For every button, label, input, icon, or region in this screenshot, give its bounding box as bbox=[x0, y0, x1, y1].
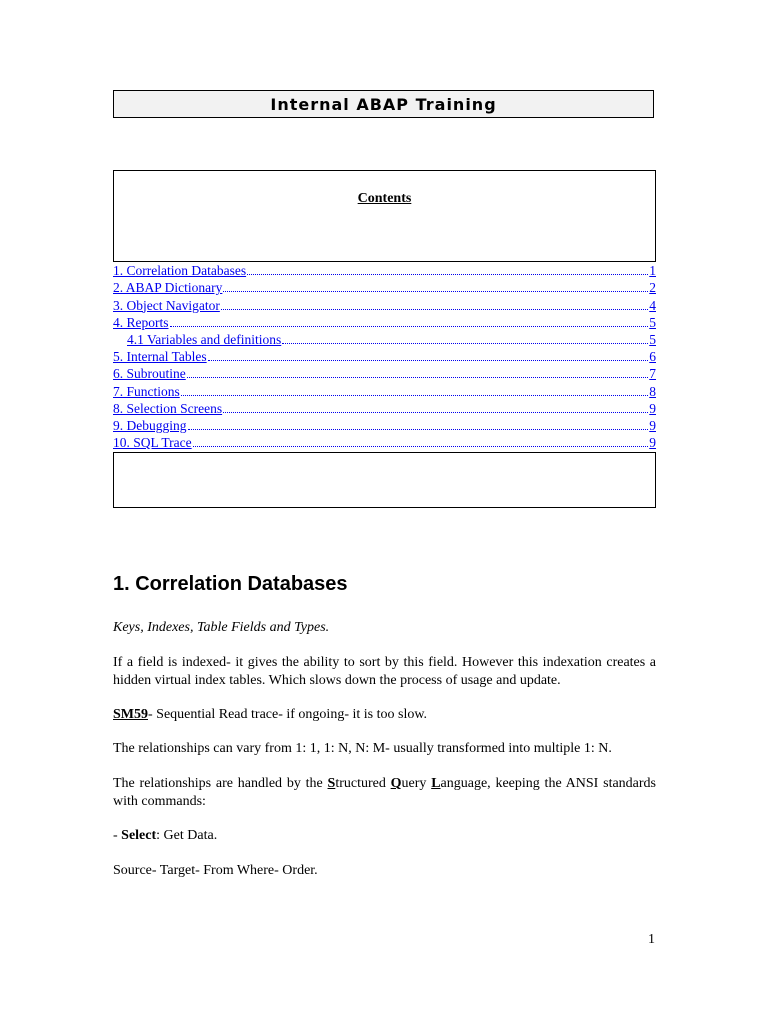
select-rest: : Get Data. bbox=[156, 828, 218, 843]
sql-intro: The relationships are handled by the bbox=[113, 776, 328, 791]
toc-leader-dots bbox=[282, 343, 648, 344]
toc-entry-label[interactable]: 1. Correlation Databases bbox=[113, 263, 247, 279]
contents-heading: Contents bbox=[357, 191, 412, 206]
select-keyword: Select bbox=[121, 828, 157, 843]
toc-entry[interactable] bbox=[113, 331, 656, 348]
section-subtitle: Keys, Indexes, Table Fields and Types. bbox=[113, 620, 330, 635]
toc-leader-dots bbox=[193, 446, 649, 447]
toc-entry[interactable] bbox=[113, 382, 656, 399]
select-prefix: - bbox=[113, 828, 122, 843]
sql-letter-l: L bbox=[431, 776, 441, 791]
paragraph-select bbox=[113, 827, 656, 845]
toc-entry[interactable] bbox=[113, 296, 656, 313]
toc-entry-page[interactable]: 5 bbox=[649, 331, 656, 347]
sm59-code: SM59 bbox=[113, 707, 148, 722]
toc-leader-dots bbox=[188, 429, 649, 430]
toc-entry[interactable] bbox=[113, 348, 656, 365]
document-title: Internal ABAP Training bbox=[270, 94, 497, 114]
toc-entry[interactable] bbox=[113, 314, 656, 331]
toc-entry-label[interactable]: 6. Subroutine bbox=[113, 366, 186, 382]
toc-leader-dots bbox=[187, 377, 649, 378]
toc-entry-page[interactable]: 1 bbox=[649, 263, 656, 279]
toc-entry-label[interactable]: 5. Internal Tables bbox=[113, 349, 207, 365]
toc-entry-page[interactable]: 6 bbox=[649, 349, 656, 365]
paragraph-sql bbox=[113, 775, 656, 811]
toc-entry-label[interactable]: 4.1 Variables and definitions bbox=[127, 331, 282, 347]
contents-box bbox=[113, 170, 656, 262]
toc-entry-label[interactable]: 2. ABAP Dictionary bbox=[113, 280, 223, 296]
toc-entry-page[interactable]: 8 bbox=[649, 383, 656, 399]
sql-letter-q: Q bbox=[390, 776, 402, 791]
sql-l-rest: anguage, keeping the ANSI standards with commands: bbox=[113, 776, 656, 809]
toc-entry-page[interactable]: 4 bbox=[649, 297, 656, 313]
sql-s-rest: tructured bbox=[335, 776, 391, 791]
toc-entry-page[interactable]: 7 bbox=[649, 366, 656, 382]
toc-entry-label[interactable]: 3. Object Navigator bbox=[113, 297, 220, 313]
toc-entry[interactable] bbox=[113, 400, 656, 417]
paragraph-relationships: The relationships can vary from 1: 1, 1: N, N: M- usually transformed into multiple 1: N. bbox=[113, 741, 612, 756]
toc-entry-page[interactable]: 2 bbox=[649, 280, 656, 296]
toc-leader-dots bbox=[221, 309, 648, 310]
toc-entry-page[interactable]: 9 bbox=[649, 417, 656, 433]
page-number: 1 bbox=[648, 932, 655, 947]
sm59-text: - Sequential Read trace- if ongoing- it is too slow. bbox=[148, 707, 428, 722]
toc-entry[interactable] bbox=[113, 434, 656, 451]
toc-leader-dots bbox=[247, 274, 648, 275]
toc-entry-label[interactable]: 4. Reports bbox=[113, 314, 169, 330]
toc-entry[interactable] bbox=[113, 262, 656, 279]
toc-end-box bbox=[113, 452, 656, 508]
toc-entry[interactable] bbox=[113, 279, 656, 296]
toc-entry-label[interactable]: 8. Selection Screens bbox=[113, 400, 223, 416]
toc-entry-label[interactable]: 9. Debugging bbox=[113, 417, 187, 433]
toc-entry-label[interactable]: 10. SQL Trace bbox=[113, 435, 192, 451]
paragraph-indexing: If a field is indexed- it gives the ability to sort by this field. However this indexation creates a hidden virtual index tables. Which slows down the process of usage and update. bbox=[113, 655, 656, 688]
toc-leader-dots bbox=[223, 412, 648, 413]
table-of-contents bbox=[113, 262, 656, 451]
paragraph-sm59 bbox=[113, 706, 656, 724]
toc-entry-page[interactable]: 9 bbox=[649, 400, 656, 416]
toc-leader-dots bbox=[170, 326, 649, 327]
toc-leader-dots bbox=[181, 395, 648, 396]
toc-leader-dots bbox=[208, 360, 649, 361]
section-heading: 1. Correlation Databases bbox=[113, 573, 348, 595]
toc-entry[interactable] bbox=[113, 417, 656, 434]
sql-letter-s: S bbox=[327, 776, 336, 791]
sql-q-rest: uery bbox=[401, 776, 432, 791]
paragraph-source: Source- Target- From Where- Order. bbox=[113, 863, 318, 878]
toc-entry-page[interactable]: 9 bbox=[649, 435, 656, 451]
toc-entry[interactable] bbox=[113, 365, 656, 382]
toc-leader-dots bbox=[223, 291, 648, 292]
document-title-box bbox=[113, 90, 654, 118]
toc-entry-label[interactable]: 7. Functions bbox=[113, 383, 180, 399]
toc-entry-page[interactable]: 5 bbox=[649, 314, 656, 330]
